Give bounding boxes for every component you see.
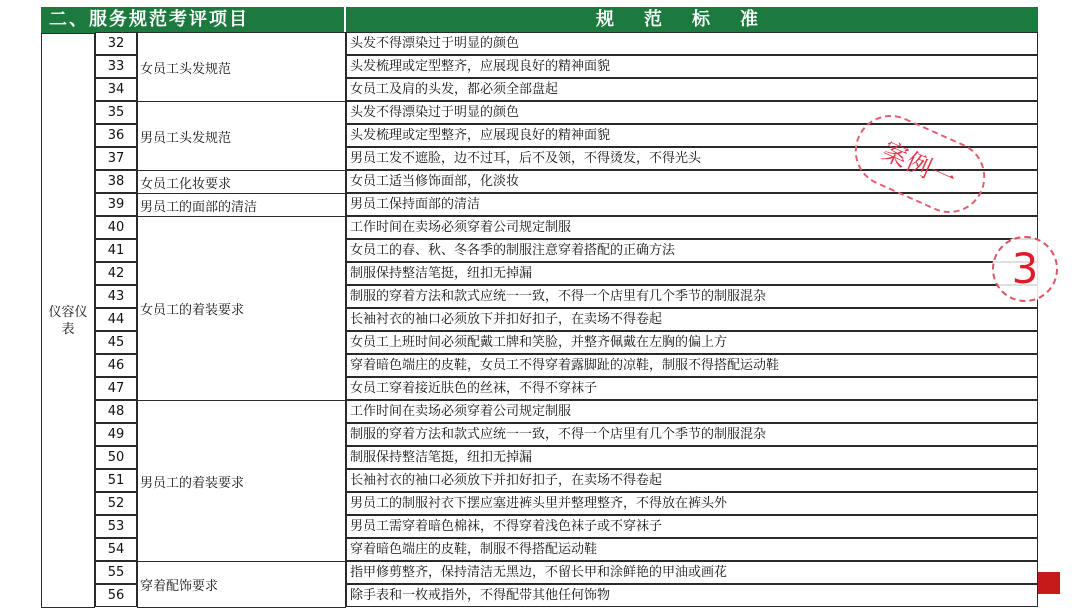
standard-text: 制服的穿着方法和款式应统一一致，不得一个店里有几个季节的制服混杂 — [346, 423, 1038, 446]
header-section-title: 二、服务规范考评项目 — [41, 7, 346, 33]
item-group-label: 男员工的面部的清洁 — [137, 193, 346, 217]
row-number: 44 — [95, 308, 137, 331]
header-standard-title: 规范标准 — [596, 9, 788, 30]
standard-text: 制服保持整洁笔挺，纽扣无掉漏 — [346, 446, 1038, 469]
row-number: 45 — [95, 331, 137, 354]
corner-red-square — [1038, 572, 1060, 594]
row-number: 48 — [95, 400, 137, 423]
row-number: 39 — [95, 193, 137, 216]
row-number: 50 — [95, 446, 137, 469]
row-number: 43 — [95, 285, 137, 308]
standard-text: 制服保持整洁笔挺，纽扣无掉漏 — [346, 262, 1038, 285]
standard-text: 头发不得漂染过于明显的颜色 — [346, 101, 1038, 124]
standard-text: 女员工及肩的头发，都必须全部盘起 — [346, 78, 1038, 101]
item-group-label: 穿着配饰要求 — [137, 561, 346, 608]
item-group-label: 男员工的着装要求 — [137, 400, 346, 562]
standard-text: 穿着暗色端庄的皮鞋，女员工不得穿着露脚趾的凉鞋，制服不得搭配运动鞋 — [346, 354, 1038, 377]
circled-number: 3 — [1011, 244, 1039, 293]
row-number: 41 — [95, 239, 137, 262]
row-number: 53 — [95, 515, 137, 538]
standards-sheet — [41, 7, 1038, 608]
category-cell — [41, 33, 95, 608]
standard-text: 穿着暗色端庄的皮鞋，制服不得搭配运动鞋 — [346, 538, 1038, 561]
row-number: 35 — [95, 101, 137, 124]
standard-text: 男员工的制服衬衣下摆应塞进裤头里并整理整齐，不得放在裤头外 — [346, 492, 1038, 515]
row-number: 52 — [95, 492, 137, 515]
row-number: 46 — [95, 354, 137, 377]
category-label: 仪容仪表 — [48, 304, 88, 337]
case-stamp-label: 案例一 — [877, 136, 961, 195]
row-number: 42 — [95, 262, 137, 285]
row-number: 54 — [95, 538, 137, 561]
standard-text: 男员工需穿着暗色棉袜，不得穿着浅色袜子或不穿袜子 — [346, 515, 1038, 538]
row-number: 40 — [95, 216, 137, 239]
standard-text: 女员工上班时间必须配戴工牌和笑脸，并整齐佩戴在左胸的偏上方 — [346, 331, 1038, 354]
standard-text: 女员工适当修饰面部，化淡妆 — [346, 170, 1038, 193]
row-number: 32 — [95, 32, 137, 55]
item-group-label: 男员工头发规范 — [137, 101, 346, 171]
row-number: 34 — [95, 78, 137, 101]
standard-text: 工作时间在卖场必须穿着公司规定制服 — [346, 400, 1038, 423]
standard-text: 指甲修剪整齐，保持清洁无黑边，不留长甲和涂鲜艳的甲油或画花 — [346, 561, 1038, 584]
circled-number-annotation — [992, 236, 1058, 302]
row-number: 36 — [95, 124, 137, 147]
standard-text: 头发不得漂染过于明显的颜色 — [346, 32, 1038, 55]
row-number: 51 — [95, 469, 137, 492]
standard-text: 女员工的春、秋、冬各季的制服注意穿着搭配的正确方法 — [346, 239, 1038, 262]
standard-text: 头发梳理或定型整齐，应展现良好的精神面貌 — [346, 124, 1038, 147]
standard-text: 女员工穿着接近肤色的丝袜，不得不穿袜子 — [346, 377, 1038, 400]
standard-text: 长袖衬衣的袖口必须放下并扣好扣子，在卖场不得卷起 — [346, 308, 1038, 331]
row-number: 49 — [95, 423, 137, 446]
item-group-label: 女员工的着装要求 — [137, 216, 346, 401]
row-number: 33 — [95, 55, 137, 78]
row-number: 37 — [95, 147, 137, 170]
standard-text: 长袖衬衣的袖口必须放下并扣好扣子，在卖场不得卷起 — [346, 469, 1038, 492]
item-group-label: 女员工化妆要求 — [137, 170, 346, 194]
row-number: 47 — [95, 377, 137, 400]
standard-text: 工作时间在卖场必须穿着公司规定制服 — [346, 216, 1038, 239]
item-group-label: 女员工头发规范 — [137, 32, 346, 102]
row-number: 55 — [95, 561, 137, 584]
standard-text: 男员工发不遮脸，边不过耳，后不及领，不得烫发，不得光头 — [346, 147, 1038, 170]
table-header — [41, 7, 1038, 33]
standard-text: 制服的穿着方法和款式应统一一致，不得一个店里有几个季节的制服混杂 — [346, 285, 1038, 308]
standard-text: 男员工保持面部的清洁 — [346, 193, 1038, 216]
standard-text: 头发梳理或定型整齐，应展现良好的精神面貌 — [346, 55, 1038, 78]
standard-text: 除手表和一枚戒指外，不得配带其他任何饰物 — [346, 584, 1038, 607]
row-number: 38 — [95, 170, 137, 193]
row-number: 56 — [95, 584, 137, 607]
